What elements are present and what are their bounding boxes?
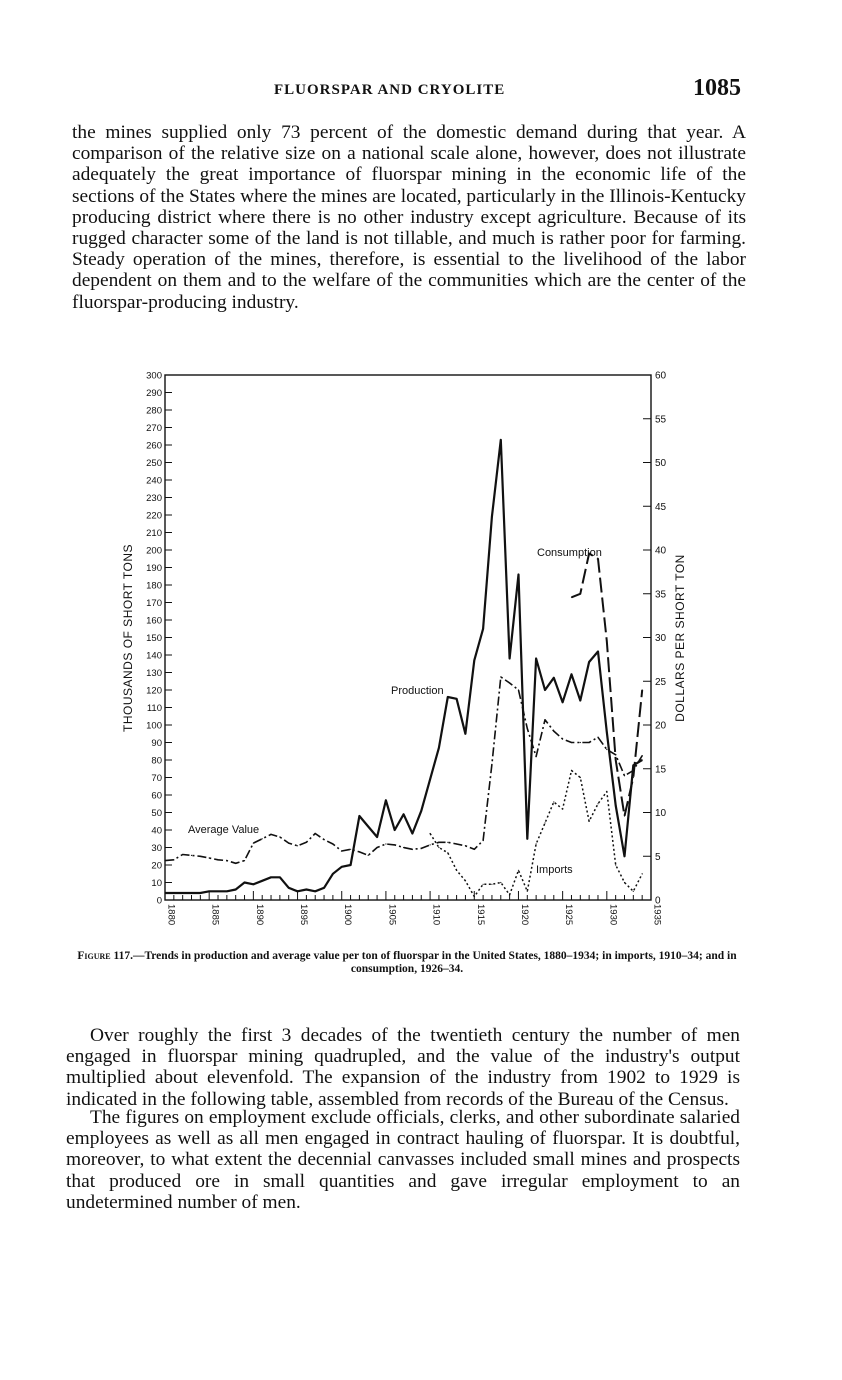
point-average-value	[633, 770, 634, 771]
point-imports	[642, 873, 643, 874]
annotation-average-value: Average Value	[188, 824, 260, 836]
point-average-value	[474, 849, 475, 850]
point-imports	[615, 864, 616, 865]
right-tick-label: 50	[655, 458, 667, 469]
point-imports	[438, 847, 439, 848]
point-average-value	[350, 849, 351, 850]
point-consumption	[580, 593, 581, 594]
point-average-value	[359, 851, 360, 852]
point-production	[465, 733, 466, 734]
point-production	[350, 864, 351, 865]
point-average-value	[244, 860, 245, 861]
left-tick-label: 60	[151, 790, 162, 802]
point-consumption	[606, 640, 607, 641]
point-average-value	[544, 719, 545, 720]
annotation-production: Production	[391, 685, 444, 697]
left-tick-label: 220	[146, 510, 162, 522]
point-imports	[527, 891, 528, 892]
point-average-value	[589, 742, 590, 743]
point-production	[235, 889, 236, 890]
x-tick-label: 1885	[209, 904, 221, 926]
point-average-value	[615, 754, 616, 755]
point-consumption	[633, 777, 634, 778]
left-tick-label: 120	[146, 685, 162, 697]
point-production	[253, 884, 254, 885]
point-production	[191, 892, 192, 893]
x-tick-label: 1910	[430, 904, 442, 926]
point-production	[430, 779, 431, 780]
point-average-value	[332, 843, 333, 844]
point-production	[412, 833, 413, 834]
point-imports	[597, 803, 598, 804]
point-average-value	[341, 850, 342, 851]
figure-caption	[72, 950, 742, 976]
point-imports	[518, 870, 519, 871]
point-consumption	[624, 815, 625, 816]
point-production	[200, 892, 201, 893]
point-average-value	[164, 860, 165, 861]
point-imports	[456, 870, 457, 871]
x-tick-label: 1900	[342, 904, 354, 926]
point-average-value	[288, 843, 289, 844]
point-imports	[430, 833, 431, 834]
point-average-value	[306, 842, 307, 843]
point-production	[244, 882, 245, 883]
left-tick-label: 100	[146, 720, 162, 732]
annotation-imports: Imports	[536, 864, 573, 876]
point-average-value	[553, 731, 554, 732]
point-imports	[633, 891, 634, 892]
left-tick-label: 40	[151, 825, 162, 837]
point-average-value	[385, 843, 386, 844]
point-production	[297, 891, 298, 892]
point-production	[536, 658, 537, 659]
right-tick-label: 30	[655, 633, 667, 644]
point-average-value	[438, 842, 439, 843]
point-average-value	[394, 844, 395, 845]
right-tick-label: 0	[655, 895, 661, 907]
point-imports	[580, 777, 581, 778]
left-tick-label: 290	[146, 388, 162, 399]
x-tick-label: 1920	[518, 904, 530, 926]
point-production	[597, 651, 598, 652]
point-production	[182, 892, 183, 893]
point-production	[359, 815, 360, 816]
point-average-value	[580, 742, 581, 743]
point-average-value	[447, 842, 448, 843]
x-tick-label: 1890	[253, 904, 265, 926]
x-tick-label: 1925	[563, 904, 575, 926]
left-tick-label: 250	[146, 458, 162, 469]
point-imports	[500, 882, 501, 883]
right-tick-label: 15	[655, 764, 667, 776]
point-average-value	[571, 742, 572, 743]
point-imports	[536, 843, 537, 844]
point-imports	[509, 894, 510, 895]
point-average-value	[173, 859, 174, 860]
point-average-value	[430, 844, 431, 845]
left-axis-ticks	[146, 371, 172, 907]
point-production	[279, 877, 280, 878]
figure-caption-text: —Trends in production and average value per ton of fluorspar in the United States, 1880–1934; in imports, 1910–34; and in consumption, 1926–34.	[132, 950, 737, 975]
figure-117-chart	[0, 360, 842, 950]
point-average-value	[279, 836, 280, 837]
point-production	[509, 658, 510, 659]
point-production	[385, 800, 386, 801]
right-tick-label: 25	[655, 676, 667, 688]
point-production	[633, 765, 634, 766]
x-tick-label: 1930	[607, 904, 619, 926]
point-imports	[544, 822, 545, 823]
point-average-value	[209, 857, 210, 858]
left-tick-label: 90	[151, 738, 162, 749]
left-tick-label: 190	[146, 563, 162, 574]
point-production	[491, 516, 492, 517]
right-tick-label: 55	[655, 414, 667, 426]
point-average-value	[562, 738, 563, 739]
point-imports	[624, 882, 625, 883]
left-tick-label: 140	[146, 650, 162, 662]
point-average-value	[217, 859, 218, 860]
x-axis-ticks	[165, 891, 663, 925]
point-production	[173, 892, 174, 893]
point-consumption	[642, 689, 643, 690]
point-average-value	[509, 682, 510, 683]
point-average-value	[315, 833, 316, 834]
point-imports	[491, 884, 492, 885]
left-tick-label: 0	[156, 895, 162, 907]
body-paragraph-2: Over roughly the first 3 decades of the twentieth century the number of men engaged in fluorspar mining quadrupled, and the value of the industry's output multiplied about elevenfold. The expansion of the industry from 1902 to 1929 is indicated in the following table, assembled from records of the Bureau of the Census.	[66, 1025, 740, 1110]
point-production	[226, 891, 227, 892]
point-production	[262, 880, 263, 881]
left-tick-label: 240	[146, 475, 162, 487]
point-production	[642, 759, 643, 760]
right-tick-label: 35	[655, 589, 667, 601]
point-average-value	[606, 749, 607, 750]
point-average-value	[527, 728, 528, 729]
point-average-value	[500, 676, 501, 677]
point-average-value	[377, 847, 378, 848]
running-header: FLUORSPAR AND CRYOLITE	[274, 82, 506, 98]
point-average-value	[200, 856, 201, 857]
left-tick-label: 180	[146, 580, 162, 592]
right-tick-label: 5	[655, 851, 661, 863]
x-tick-label: 1935	[651, 904, 663, 926]
point-consumption	[615, 759, 616, 760]
point-production	[438, 747, 439, 748]
point-production	[474, 660, 475, 661]
point-production	[589, 661, 590, 662]
point-production	[394, 829, 395, 830]
right-tick-label: 45	[655, 501, 667, 513]
point-imports	[589, 821, 590, 822]
left-tick-label: 150	[146, 633, 162, 644]
point-average-value	[262, 838, 263, 839]
point-average-value	[465, 845, 466, 846]
point-production	[624, 856, 625, 857]
point-production	[288, 887, 289, 888]
point-production	[580, 700, 581, 701]
point-production	[377, 836, 378, 837]
point-production	[341, 866, 342, 867]
point-average-value	[518, 689, 519, 690]
left-tick-label: 110	[146, 703, 162, 714]
point-average-value	[642, 755, 643, 756]
left-tick-label: 160	[146, 615, 162, 627]
right-tick-label: 20	[655, 720, 667, 732]
point-imports	[562, 808, 563, 809]
point-average-value	[226, 860, 227, 861]
plot-frame	[165, 375, 651, 900]
point-imports	[571, 770, 572, 771]
right-tick-label: 60	[655, 370, 667, 382]
series-line-imports	[430, 771, 642, 897]
point-production	[562, 702, 563, 703]
y2-axis-label: DOLLARS PER SHORT TON	[673, 554, 687, 722]
point-imports	[553, 801, 554, 802]
point-average-value	[191, 855, 192, 856]
left-tick-label: 280	[146, 405, 162, 417]
point-production	[606, 731, 607, 732]
right-tick-label: 40	[655, 545, 667, 557]
point-imports	[447, 852, 448, 853]
point-average-value	[597, 737, 598, 738]
left-tick-label: 230	[146, 493, 162, 504]
point-production	[217, 891, 218, 892]
point-production	[447, 696, 448, 697]
point-production	[544, 689, 545, 690]
point-production	[403, 814, 404, 815]
point-average-value	[235, 863, 236, 864]
left-tick-label: 270	[146, 423, 162, 434]
point-average-value	[456, 843, 457, 844]
point-production	[368, 826, 369, 827]
point-production	[483, 628, 484, 629]
point-production	[500, 439, 501, 440]
point-average-value	[324, 839, 325, 840]
left-tick-label: 210	[146, 528, 162, 539]
left-tick-label: 170	[146, 598, 162, 609]
left-tick-label: 70	[151, 773, 162, 784]
point-average-value	[421, 848, 422, 849]
point-average-value	[483, 840, 484, 841]
x-tick-label: 1905	[386, 904, 398, 926]
figure-label: Figure 117.	[77, 950, 133, 962]
point-production	[527, 838, 528, 839]
point-production	[456, 698, 457, 699]
point-imports	[606, 791, 607, 792]
left-tick-label: 80	[151, 755, 162, 767]
point-production	[209, 891, 210, 892]
point-production	[518, 574, 519, 575]
point-production	[315, 891, 316, 892]
point-average-value	[297, 845, 298, 846]
y-axis-label: THOUSANDS OF SHORT TONS	[121, 544, 135, 732]
point-average-value	[491, 764, 492, 765]
body-paragraph-1: the mines supplied only 73 percent of the domestic demand during that year. A comparison of the relative size on a national scale alone, however, does not illustrate adequately the great importance of fluorspar mining in the economic life of the sections of the States where the mines are located, particularly in the Illinois-Kentucky producing district where there is no other industry except agriculture. Because of its rugged character some of the land is not tillable, and much is rather poor for farming. Steady operation of the mines, therefore, is essential to the livelihood of the labor dependent on them and to the welfare of the communities which are the center of the fluorspar-producing industry.	[72, 122, 746, 313]
x-tick-label: 1895	[298, 904, 310, 926]
point-consumption	[571, 597, 572, 598]
right-axis-ticks	[643, 371, 667, 907]
left-tick-label: 130	[146, 668, 162, 679]
left-tick-label: 20	[151, 860, 162, 872]
x-tick-label: 1880	[165, 904, 177, 926]
left-tick-label: 260	[146, 440, 162, 452]
point-production	[270, 877, 271, 878]
point-imports	[474, 896, 475, 897]
point-production	[306, 889, 307, 890]
annotation-consumption: Consumption	[537, 547, 602, 559]
point-imports	[483, 884, 484, 885]
point-production	[421, 810, 422, 811]
point-imports	[465, 880, 466, 881]
right-tick-label: 10	[655, 808, 667, 819]
left-tick-label: 50	[151, 808, 162, 819]
x-tick-label: 1915	[474, 904, 486, 926]
point-production	[324, 887, 325, 888]
left-tick-label: 10	[151, 878, 162, 889]
page-number: 1085	[693, 75, 741, 101]
point-production	[553, 677, 554, 678]
body-paragraph-3: The figures on employment exclude officials, clerks, and other subordinate salaried employees as well as all men engaged in contract hauling of fluorspar. It is doubtful, moreover, to what extent the decennial canvasses included small mines and prospects that produced ore in small quantities and gave irregular employment to an undetermined number of men.	[66, 1107, 740, 1213]
left-tick-label: 30	[151, 843, 162, 854]
left-tick-label: 300	[146, 370, 162, 382]
point-average-value	[624, 775, 625, 776]
point-average-value	[270, 834, 271, 835]
point-production	[571, 674, 572, 675]
point-average-value	[368, 855, 369, 856]
point-average-value	[536, 756, 537, 757]
point-production	[164, 892, 165, 893]
point-average-value	[182, 854, 183, 855]
point-production	[615, 805, 616, 806]
point-production	[332, 873, 333, 874]
left-tick-label: 200	[146, 545, 162, 557]
point-average-value	[403, 847, 404, 848]
point-average-value	[253, 843, 254, 844]
point-average-value	[412, 849, 413, 850]
